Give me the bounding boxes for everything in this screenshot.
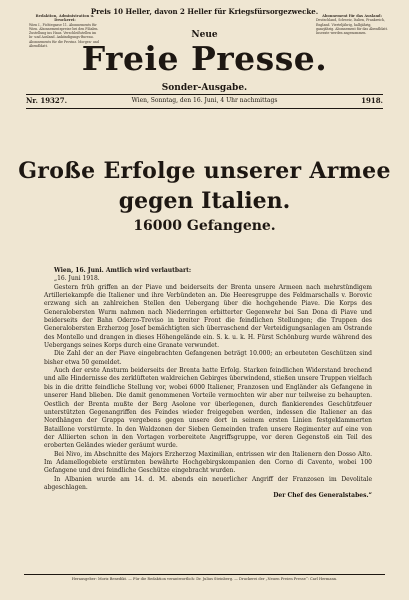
- article-paragraph-5: In Albanien wurde am 14. d. M. abends ein neuerlicher Angriff der Franzosen im Devolitale abgeschlagen.: [44, 475, 372, 491]
- article-paragraph-4: Bei Nivo, im Abschnitte des Majors Erzherzog Maximilian, entrissen wir den Italienern den Dosso Alto. Im Adamellogebiete erstürmten bewährte Hochgebirgskompanien den Corno di Cavento, wobei 100 Gefangene und drei feindliche Geschütze eingebracht wurden.: [44, 450, 372, 475]
- price-line: Preis 10 Heller, davon 2 Heller für Kriegsfürsorgezwecke.: [90, 7, 319, 16]
- masthead-neue: Neue: [191, 30, 218, 40]
- article-signature: Der Chef des Generalstabes.“: [273, 492, 372, 500]
- article-paragraph-2: Die Zahl der an der Piave eingebrachten Gefangenen beträgt 10.000; an erbeuteten Geschützen sind bisher etwa 50 gemeldet.: [44, 350, 372, 366]
- edition-label: Sonder-Ausgabe.: [161, 83, 248, 93]
- article-paragraph-1: Gestern früh griffen an der Piave und beiderseits der Brenta unsere Armeen nach mehrstündigem Artilleriekampfe die Italiener und ihre Verbündeten an. Die Heeresgruppe des Feldmarschalls v. Borovic erzwang sich an zahlreichen Stellen den Uebergang über die hochgehende Piave. Die Korps des Generalobersten Wurm nahmen nach Niederringen erbitterter Gegenwehr bei San Dona di Piave und beiderseits der Bahn Oderzo-Treviso in breiter Front die feindlichen Stellungen; die Truppen des Generalobersten Erzherzog Josef bemächtigten sich überraschend der Verteidigungsanlagen am Ostrande des Montello und drangen in dieses Höhengelände ein. S. k. u. k. H. Fürst Schönburg wurde während des Uebergangs seines Korps durch eine Granate verwundet.: [44, 283, 372, 350]
- left-ear-heading: Redaktion, Administration u. Druckerei:: [35, 14, 95, 23]
- year: 1918.: [361, 96, 383, 105]
- article-body: [44, 267, 372, 501]
- footer-imprint: Herausgeber: Moriz Benedikt. — Für die Redaktion verantwortlich: Dr. Julius Steinberg. — Druckerei der „Neuen Freien Presse“: Carl Hermann.: [24, 574, 385, 581]
- headline-line-1: Große Erfolge unserer Armee: [18, 158, 391, 184]
- headline-line-2: gegen Italien.: [118, 188, 291, 214]
- article-lead: Wien, 16. Juni. Amtlich wird verlautbart:: [54, 267, 192, 274]
- masthead-title: Freie Presse.: [81, 39, 328, 78]
- issue-number: Nr. 19327.: [26, 96, 68, 105]
- divider-bottom: [26, 108, 383, 109]
- left-ear-text: Wien I., Fichtegasse 11. Abonnements für Wien. Abonnementspreise bei den Filialen. Zustellung ins Haus. Verschleißstellen im In- und Ausland. Ankündigungs-Bureau. Abonnements für die Provinz. Morgen- und Abendblatt.: [29, 22, 99, 49]
- dateline: [26, 96, 383, 108]
- divider-top: [26, 94, 383, 95]
- right-ear-text: Deutschland, Schweiz, Italien, Frankreich, England. Vierteljährig, halbjährig, ganzjährig. Abonnement für das Abendblatt. Inserate werden angenommen.: [316, 18, 388, 36]
- right-ear-heading: Abonnement für das Ausland:: [322, 14, 382, 18]
- article-date: „16. Juni 1918.: [54, 275, 100, 283]
- article-paragraph-3: Auch der erste Ansturm beiderseits der Brenta hatte Erfolg. Starken feindlichen Widerstand brechend und alle Hindernisse des zerklüfteten waldreichen Gebirges überwindend, stießen unsere Truppen vielfach bis in die dritte feindliche Stellung vor, wobei 6000 Italiener, Franzosen und Engländer als Gefangene in unserer Hand blieben. Die damit genommenen Vorteile vermochten wir aber nur teilweise zu behaupten. Oestlich der Brenta mußte der Berg Asolone vor überlegenen, durch flankierendes Geschützfeuer unterstützten Gegenangriffen des Feindes wieder freigegeben werden, indessen die Italiener an das Nordhängen der Grappa vergebens gegen unsere dort in seinem ersten Linien festgeklammerten Bataillone vorstürmte. In den Waldzonen der Sieben Gemeinden trafen unsere Regimenter auf eine von der Alliierten schon in den Vortagen vorbereitete Angriffsgruppe, vor deren Gegenstoß ein Teil des eroberten Geländes wieder geräumt wurde.: [44, 367, 372, 450]
- headline-line-3: 16000 Gefangene.: [133, 218, 276, 234]
- date-text: Wien, Sonntag, den 16. Juni, 4 Uhr nachmittags: [131, 97, 278, 104]
